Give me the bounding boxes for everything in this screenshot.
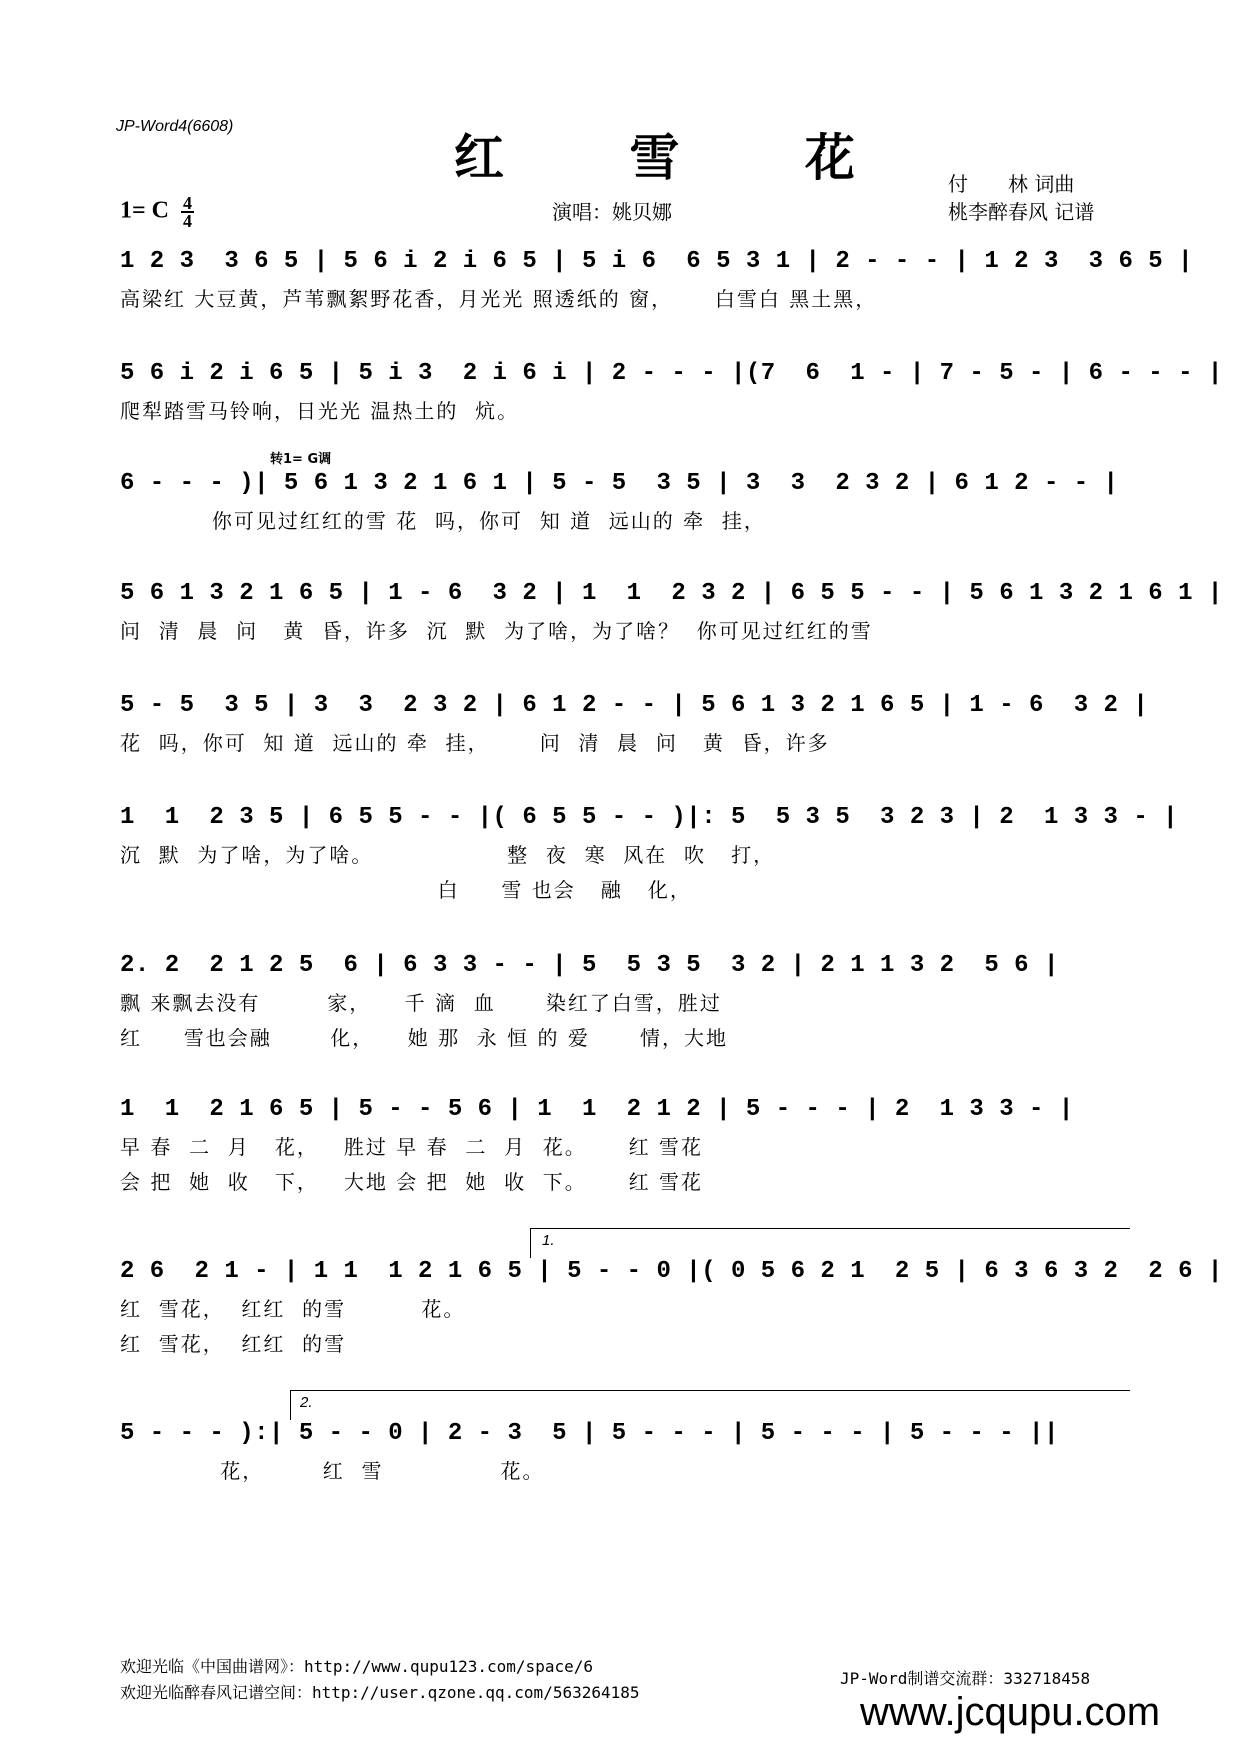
lyrics-line: 你可见过红红的雪 花 吗，你可 知 道 远山的 牵 挂，	[120, 509, 766, 533]
lyrics-line: 花 吗，你可 知 道 远山的 牵 挂， 问 清 晨 问 黄 昏，许多	[120, 731, 830, 755]
lyrics-line: 爬犁踏雪马铃响，日光光 温热土的 炕。	[120, 399, 520, 423]
system-5	[120, 692, 1149, 756]
lyrics-line: 红 雪花， 红红 的雪 花。	[120, 1297, 466, 1321]
system-10	[120, 1420, 1130, 1484]
lyrics-line: 问 清 晨 问 黄 昏，许多 沉 默 为了啥，为了啥？ 你可见过红红的雪	[120, 619, 873, 643]
key-signature	[120, 195, 194, 229]
notes-line: 2 6 2 1 - | 1 1 1 2 1 6 5 | 5 - - 0 |( 0 5 6 2 1 2 5 | 6 3 6 3 2 2 6 |	[120, 1258, 1223, 1285]
footer-group: JP-Word制谱交流群：332718458	[840, 1669, 1091, 1688]
lyrics-line: 飘 来飘去没有 家， 千 滴 血 染红了白雪，胜过	[120, 991, 722, 1015]
volta-2-label: 2.	[300, 1394, 313, 1411]
software-version: JP-Word4(6608)	[116, 118, 234, 135]
singer-credit: 演唱：姚贝娜	[552, 200, 672, 224]
system-1	[120, 248, 1193, 312]
lyrics-line-2: 红 雪花， 红红 的雪	[120, 1332, 347, 1356]
volta-1-bracket-side	[530, 1228, 531, 1258]
notes-line: 5 - - - ):| 5 - - 0 | 2 - 3 5 | 5 - - - | 5 - - - | 5 - - - ||	[120, 1420, 1059, 1447]
notes-line: 5 - 5 3 5 | 3 3 2 3 2 | 6 1 2 - - | 5 6 1 3 2 1 6 5 | 1 - 6 3 2 |	[120, 692, 1149, 719]
song-title: 红 雪 花	[454, 128, 909, 187]
volta-2-bracket	[290, 1390, 1130, 1391]
key-label: 1= C	[120, 197, 170, 224]
time-signature	[181, 195, 194, 229]
lyrics-line-2: 会 把 她 收 下， 大地 会 把 她 收 下。 红 雪花	[120, 1170, 703, 1194]
modulation-label: 转1= G调	[270, 452, 332, 467]
system-6	[120, 804, 1179, 903]
system-7	[120, 952, 1130, 1051]
system-9	[120, 1258, 1223, 1357]
footer-link-1: 欢迎光临《中国曲谱网》：http://www.qupu123.com/space/6	[120, 1657, 593, 1676]
system-2	[120, 360, 1223, 424]
lyrics-line: 高梁红 大豆黄，芦苇飘絮野花香，月光光 照透纸的 窗， 白雪白 黑土黑，	[120, 287, 878, 311]
volta-1-bracket	[530, 1228, 1130, 1229]
transcriber-credit: 桃李醉春风 记谱	[948, 200, 1095, 224]
notes-line: 1 1 2 1 6 5 | 5 - - 5 6 | 1 1 2 1 2 | 5 - - - | 2 1 3 3 - |	[120, 1096, 1074, 1123]
notes-line: 6 - - - )| 5 6 1 3 2 1 6 1 | 5 - 5 3 5 | 3 3 2 3 2 | 6 1 2 - - |	[120, 470, 1119, 497]
time-top: 4	[183, 193, 193, 213]
notes-line: 1 1 2 3 5 | 6 5 5 - - |( 6 5 5 - - )|: 5 5 3 5 3 2 3 | 2 1 3 3 - |	[120, 804, 1179, 831]
lyrics-line-2: 白 雪 也会 融 化，	[120, 878, 692, 902]
volta-2-bracket-side	[290, 1390, 291, 1420]
system-3	[120, 470, 1130, 534]
notes-line: 2. 2 2 1 2 5 6 | 6 3 3 - - | 5 5 3 5 3 2 | 2 1 1 3 2 5 6 |	[120, 952, 1059, 979]
time-bottom: 4	[183, 211, 193, 231]
footer-link-2: 欢迎光临醉春风记谱空间：http://user.qzone.qq.com/563264185	[120, 1683, 640, 1702]
volta-1-label: 1.	[542, 1232, 555, 1249]
notes-line: 1 2 3 3 6 5 | 5 6 i 2 i 6 5 | 5 i 6 6 5 3 1 | 2 - - - | 1 2 3 3 6 5 |	[120, 248, 1193, 275]
watermark: www.jcqupu.com	[860, 1690, 1161, 1734]
lyrics-line: 花， 红 雪 花。	[120, 1459, 545, 1483]
system-8	[120, 1096, 1130, 1195]
lyrics-line: 沉 默 为了啥，为了啥。 整 夜 寒 风在 吹 打，	[120, 843, 776, 867]
lyrics-line-2: 红 雪也会融 化， 她 那 永 恒 的 爱 情，大地	[120, 1026, 729, 1050]
composer-credit: 付 林 词曲	[948, 172, 1075, 196]
lyrics-line: 早 春 二 月 花， 胜过 早 春 二 月 花。 红 雪花	[120, 1135, 703, 1159]
system-4	[120, 580, 1223, 644]
notes-line: 5 6 1 3 2 1 6 5 | 1 - 6 3 2 | 1 1 2 3 2 | 6 5 5 - - | 5 6 1 3 2 1 6 1 |	[120, 580, 1223, 607]
notes-line: 5 6 i 2 i 6 5 | 5 i 3 2 i 6 i | 2 - - - |(7 6 1 - | 7 - 5 - | 6 - - - |	[120, 360, 1223, 387]
